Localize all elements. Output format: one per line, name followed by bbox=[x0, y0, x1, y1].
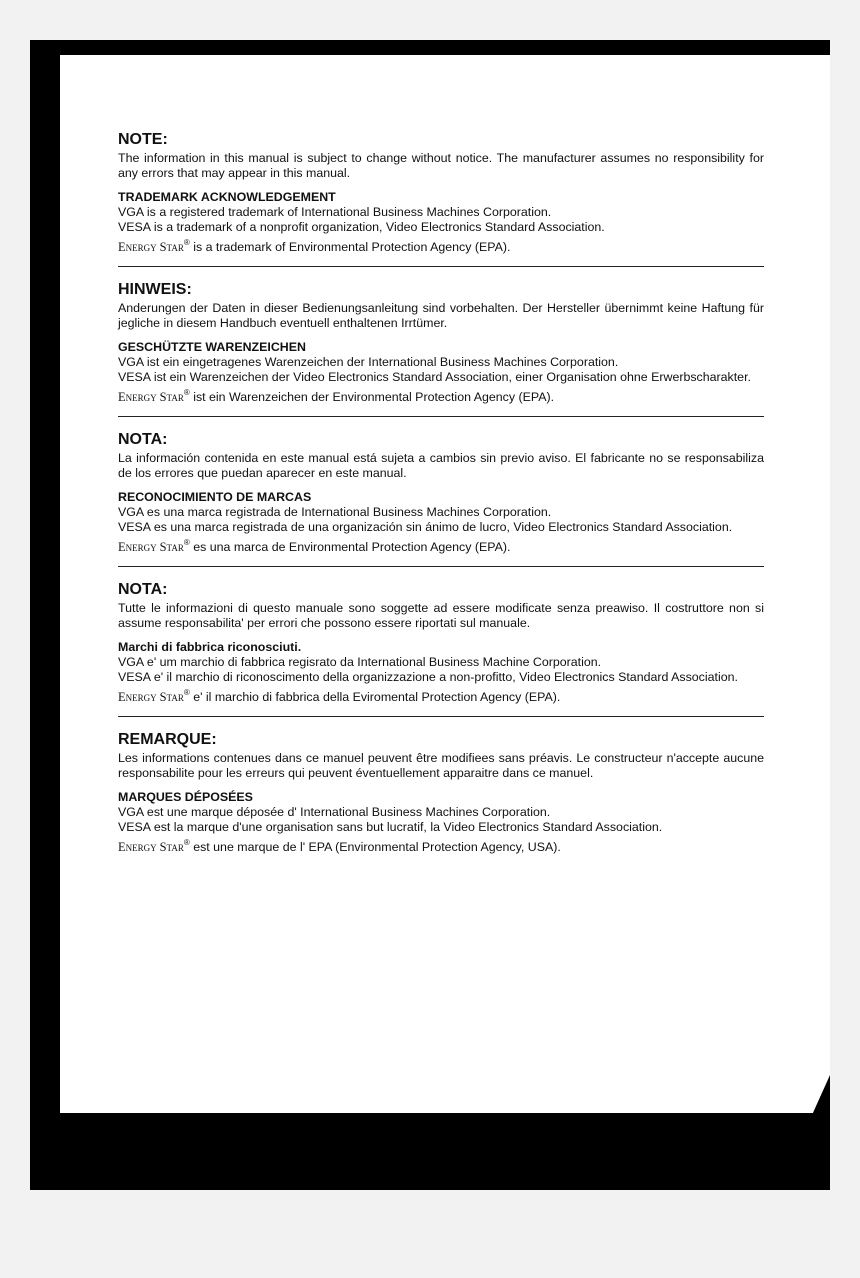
section-italian bbox=[118, 580, 764, 705]
energy-star-name: Energy Star bbox=[118, 690, 184, 704]
section-paragraph: Anderungen der Daten in dieser Bedienungsanleitung sind vorbehalten. Der Hersteller übernimmt keine Haftung für jegliche in diesem Handbuch eventuell enthaltenen Irrtümer. bbox=[118, 301, 764, 330]
registered-mark: ® bbox=[183, 238, 190, 247]
trademark-line-vesa: VESA e' il marchio di riconoscimento della organizzazione a non-profitto, Video Electronics Standard Association. bbox=[118, 670, 738, 684]
section-german bbox=[118, 280, 764, 405]
trademark-line-energy-star bbox=[118, 385, 764, 405]
section-divider bbox=[118, 566, 764, 567]
section-heading: REMARQUE: bbox=[118, 731, 217, 748]
trademark-line-vga: VGA is a registered trademark of International Business Machines Corporation. bbox=[118, 205, 552, 219]
trademark-line-vga: VGA est une marque déposée d' International Business Machines Corporation. bbox=[118, 805, 551, 819]
section-divider bbox=[118, 416, 764, 417]
energy-star-text: est une marque de l' EPA (Environmental Protection Agency, USA). bbox=[189, 840, 561, 854]
section-heading: NOTA: bbox=[118, 581, 168, 598]
registered-mark: ® bbox=[183, 388, 190, 397]
registered-mark: ® bbox=[183, 538, 190, 547]
trademark-line-vga: VGA e' um marchio di fabbrica regisrato da International Business Machine Corporation. bbox=[118, 655, 602, 669]
trademark-line-vesa: VESA is a trademark of a nonprofit organization, Video Electronics Standard Association. bbox=[118, 220, 605, 234]
energy-star-text: ist ein Warenzeichen der Environmental Protection Agency (EPA). bbox=[189, 390, 555, 404]
section-paragraph: La información contenida en este manual está sujeta a cambios sin previo aviso. El fabricante no se responsabiliza de los errores que puedan aparecer en este manual. bbox=[118, 451, 764, 480]
section-paragraph: The information in this manual is subject to change without notice. The manufacturer assumes no responsibility for any errors that may appear in this manual. bbox=[118, 151, 764, 180]
energy-star-text: is a trademark of Environmental Protection Agency (EPA). bbox=[189, 240, 511, 254]
section-french bbox=[118, 730, 764, 855]
trademark-line-energy-star bbox=[118, 685, 764, 705]
section-heading: NOTA: bbox=[118, 431, 168, 448]
energy-star-name: Energy Star bbox=[118, 390, 184, 404]
registered-mark: ® bbox=[183, 688, 190, 697]
section-heading: NOTE: bbox=[118, 131, 168, 148]
trademark-line-energy-star bbox=[118, 235, 764, 255]
trademark-line-vga: VGA ist ein eingetragenes Warenzeichen der International Business Machines Corporation. bbox=[118, 355, 619, 369]
section-english bbox=[118, 130, 764, 255]
trademark-line-energy-star bbox=[118, 835, 764, 855]
trademark-line-vesa: VESA es una marca registrada de una organización sin ánimo de lucro, Video Electronics Standard Association. bbox=[118, 520, 733, 534]
trademark-line-vesa: VESA est la marque d'une organisation sans but lucratif, la Video Electronics Standard Association. bbox=[118, 820, 663, 834]
trademark-line-vga: VGA es una marca registrada de International Business Machines Corporation. bbox=[118, 505, 552, 519]
energy-star-name: Energy Star bbox=[118, 540, 184, 554]
energy-star-name: Energy Star bbox=[118, 840, 184, 854]
document-body bbox=[118, 130, 764, 855]
energy-star-text: es una marca de Environmental Protection Agency (EPA). bbox=[189, 540, 511, 554]
trademark-subheading: Marchi di fabbrica riconosciuti. bbox=[118, 640, 302, 654]
section-divider bbox=[118, 716, 764, 717]
trademark-line-vesa: VESA ist ein Warenzeichen der Video Electronics Standard Association, einer Organisation ohne Erwerbscharakter. bbox=[118, 370, 751, 384]
section-paragraph: Les informations contenues dans ce manuel peuvent être modifiees sans préavis. Le constructeur n'accepte aucune responsabilite pour les erreurs qui peuvent éventuellement apparaitre dans ce manuel. bbox=[118, 751, 764, 780]
registered-mark: ® bbox=[183, 838, 190, 847]
section-spanish bbox=[118, 430, 764, 555]
section-paragraph: Tutte le informazioni di questo manuale sono soggette ad essere modificate senza preawiso. Il costruttore non si assume responsabilita' per errori che possono essere riportati sul manuale. bbox=[118, 601, 764, 630]
trademark-subheading: TRADEMARK ACKNOWLEDGEMENT bbox=[118, 190, 336, 204]
trademark-subheading: RECONOCIMIENTO DE MARCAS bbox=[118, 490, 312, 504]
section-heading: HINWEIS: bbox=[118, 281, 192, 298]
trademark-line-energy-star bbox=[118, 535, 764, 555]
energy-star-text: e' il marchio di fabbrica della Eviromental Protection Agency (EPA). bbox=[189, 690, 561, 704]
trademark-subheading: GESCHÜTZTE WARENZEICHEN bbox=[118, 340, 306, 354]
section-divider bbox=[118, 266, 764, 267]
trademark-subheading: MARQUES DÉPOSÉES bbox=[118, 790, 253, 804]
energy-star-name: Energy Star bbox=[118, 240, 184, 254]
